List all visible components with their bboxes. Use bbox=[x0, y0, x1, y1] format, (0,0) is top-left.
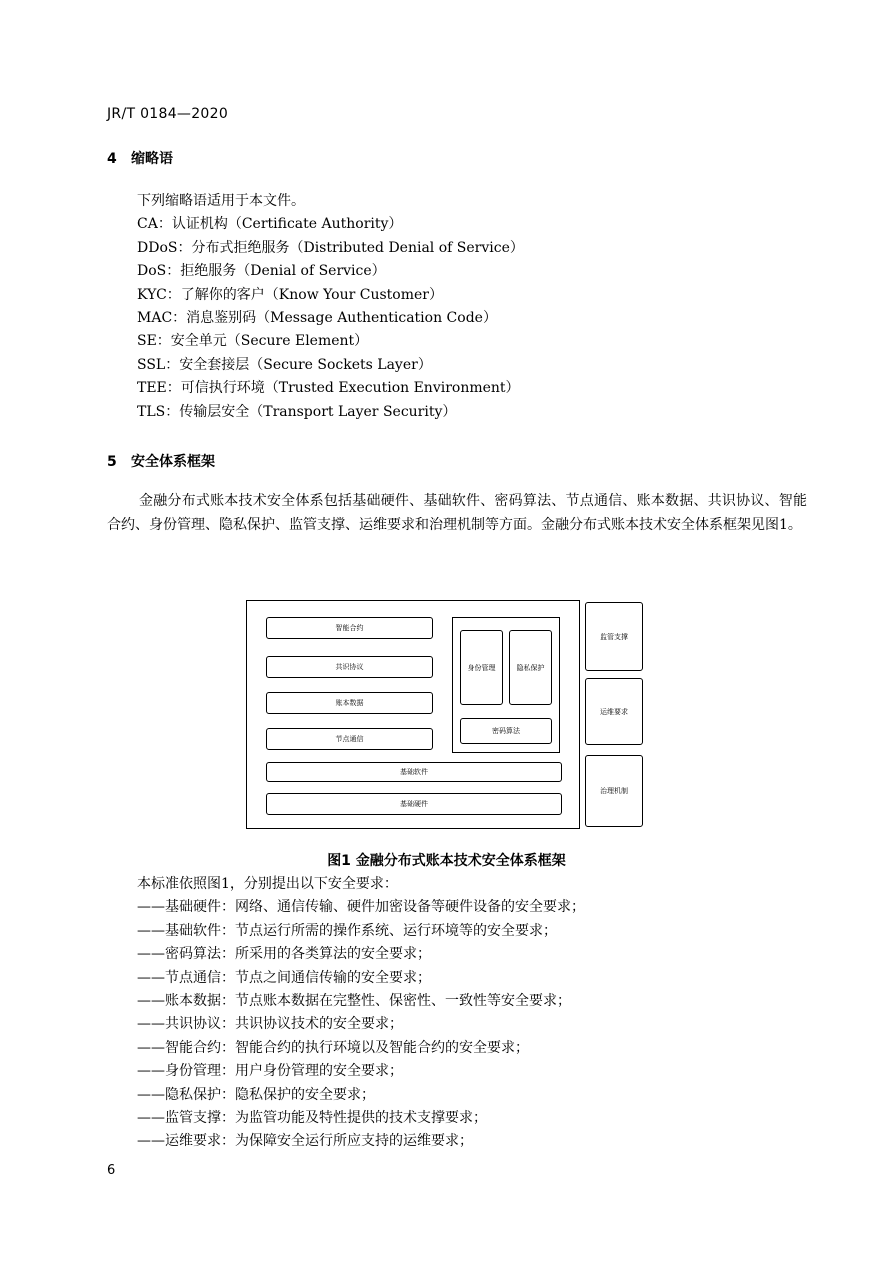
section-4-number: 4 bbox=[107, 151, 117, 167]
supervision-support-box: 监管支撑 bbox=[585, 602, 643, 671]
abbreviation-item: DDoS：分布式拒绝服务（Distributed Denial of Service） bbox=[137, 239, 524, 256]
requirement-item: ——运维要求：为保障安全运行所应支持的运维要求； bbox=[137, 1133, 473, 1150]
abbreviation-item: MAC：消息鉴别码（Message Authentication Code） bbox=[137, 309, 497, 326]
cryptographic-algorithm-box: 密码算法 bbox=[460, 718, 552, 744]
smart-contract-box: 智能合约 bbox=[266, 617, 433, 639]
abbreviation-item: CA：认证机构（Certificate Authority） bbox=[137, 216, 403, 233]
requirement-item: ——共识协议：共识协议技术的安全要求； bbox=[137, 1016, 403, 1033]
requirement-item: ——隐私保护：隐私保护的安全要求； bbox=[137, 1086, 375, 1103]
abbreviation-item: KYC：了解你的客户（Know Your Customer） bbox=[137, 286, 443, 303]
page-number: 6 bbox=[107, 1163, 116, 1178]
abbreviation-item: SE：安全单元（Secure Element） bbox=[137, 333, 369, 350]
operations-requirements-box: 运维要求 bbox=[585, 678, 643, 745]
standard-code: JR/T 0184—2020 bbox=[107, 106, 229, 122]
requirement-item: ——监管支撑：为监管功能及特性提供的技术支撑要求； bbox=[137, 1109, 487, 1126]
abbreviation-list bbox=[137, 190, 524, 424]
abbreviation-intro: 下列缩略语适用于本文件。 bbox=[137, 193, 305, 209]
requirements-intro: 本标准依照图1，分别提出以下安全要求： bbox=[137, 876, 398, 892]
requirement-item: ——身份管理：用户身份管理的安全要求； bbox=[137, 1063, 403, 1080]
requirement-item: ——节点通信：节点之间通信传输的安全要求； bbox=[137, 969, 431, 986]
requirements-list bbox=[137, 873, 585, 1154]
requirement-item: ——智能合约：智能合约的执行环境以及智能合约的安全要求； bbox=[137, 1039, 529, 1056]
requirement-item: ——密码算法：所采用的各类算法的安全要求； bbox=[137, 946, 431, 963]
abbreviation-item: TLS：传输层安全（Transport Layer Security） bbox=[137, 403, 457, 420]
abbreviation-item: TEE：可信执行环境（Trusted Execution Environment） bbox=[137, 380, 520, 397]
requirement-item: ——基础硬件：网络、通信传输、硬件加密设备等硬件设备的安全要求； bbox=[137, 899, 585, 916]
base-software-box: 基础软件 bbox=[266, 762, 562, 782]
identity-management-box: 身份管理 bbox=[460, 630, 503, 705]
requirement-item: ——基础软件：节点运行所需的操作系统、运行环境等的安全要求； bbox=[137, 922, 557, 939]
ledger-data-box: 账本数据 bbox=[266, 692, 433, 714]
security-framework-diagram bbox=[246, 598, 646, 830]
figure-caption: 图1 金融分布式账本技术安全体系框架 bbox=[327, 853, 566, 869]
section-5-title: 安全体系框架 bbox=[131, 454, 215, 470]
privacy-protection-box: 隐私保护 bbox=[509, 630, 552, 705]
abbreviation-item: DoS：拒绝服务（Denial of Service） bbox=[137, 263, 386, 280]
consensus-protocol-box: 共识协议 bbox=[266, 656, 433, 678]
section-4-title: 缩略语 bbox=[131, 151, 173, 167]
requirement-item: ——账本数据：节点账本数据在完整性、保密性、一致性等安全要求； bbox=[137, 992, 571, 1009]
section-5-paragraph: 金融分布式账本技术安全体系包括基础硬件、基础软件、密码算法、节点通信、账本数据、共识协议、智能合约、身份管理、隐私保护、监管支撑、运维要求和治理机制等方面。金融分布式账本技术安全体系框架见图1。 bbox=[107, 493, 807, 533]
section-4-heading bbox=[107, 148, 173, 168]
section-5-heading bbox=[107, 451, 215, 471]
section-5-number: 5 bbox=[107, 454, 117, 470]
abbreviation-item: SSL：安全套接层（Secure Sockets Layer） bbox=[137, 356, 432, 373]
base-hardware-box: 基础硬件 bbox=[266, 793, 562, 815]
governance-mechanism-box: 治理机制 bbox=[585, 755, 643, 827]
node-communication-box: 节点通信 bbox=[266, 728, 433, 750]
